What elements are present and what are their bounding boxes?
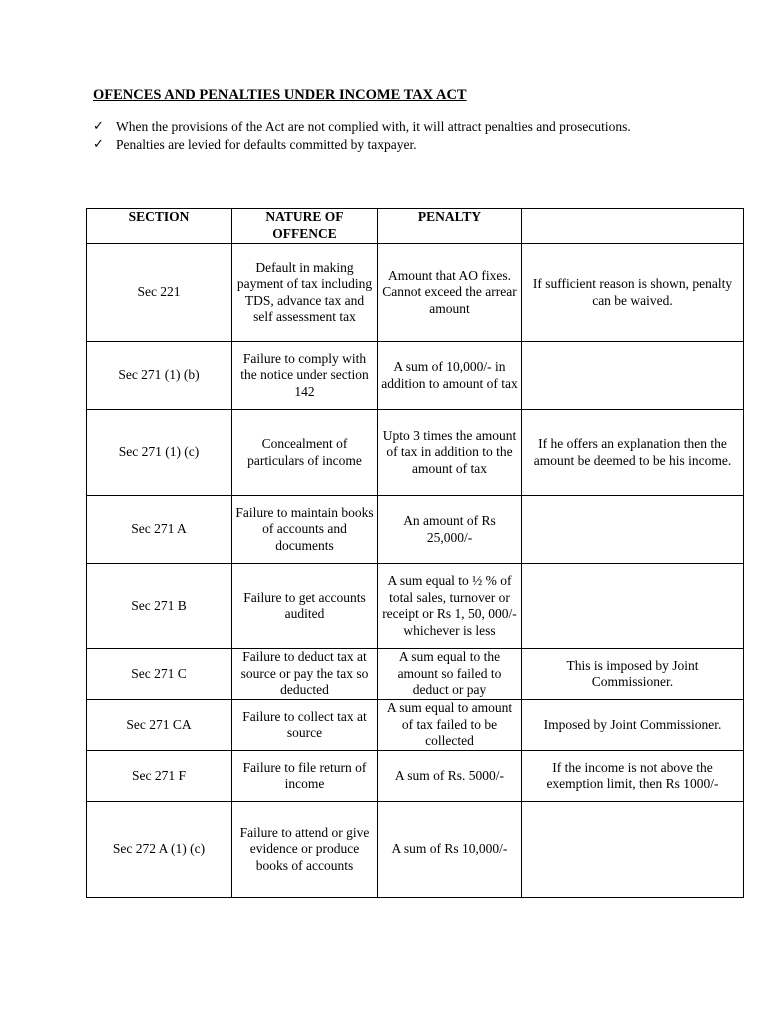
header-nature-of-offence: NATURE OF OFFENCE [232, 209, 378, 244]
penalty-table [86, 208, 744, 898]
cell-penalty: Upto 3 times the amount of tax in addition to the amount of tax [378, 410, 522, 496]
cell-remarks: If sufficient reason is shown, penalty can be waived. [522, 244, 744, 342]
cell-section: Sec 271 (1) (c) [87, 410, 232, 496]
table-row [87, 496, 744, 564]
table-row [87, 342, 744, 410]
cell-offence: Failure to attend or give evidence or produce books of accounts [232, 802, 378, 898]
cell-section: Sec 271 B [87, 564, 232, 649]
bullet-text: When the provisions of the Act are not complied with, it will attract penalties and prosecutions. [116, 119, 631, 134]
check-mark-icon: ✓ [93, 137, 104, 152]
cell-remarks [522, 802, 744, 898]
table-row [87, 564, 744, 649]
cell-remarks: If the income is not above the exemption limit, then Rs 1000/- [522, 751, 744, 802]
cell-offence: Failure to deduct tax at source or pay the tax so deducted [232, 649, 378, 700]
cell-section: Sec 271 (1) (b) [87, 342, 232, 410]
check-mark-icon: ✓ [93, 119, 104, 134]
cell-offence: Failure to file return of income [232, 751, 378, 802]
table-row [87, 700, 744, 751]
table-row [87, 751, 744, 802]
header-section: SECTION [87, 209, 232, 244]
table-row [87, 802, 744, 898]
table-row [87, 244, 744, 342]
header-remarks [522, 209, 744, 244]
cell-remarks: If he offers an explanation then the amount be deemed to be his income. [522, 410, 744, 496]
cell-penalty: A sum equal to ½ % of total sales, turnover or receipt or Rs 1, 50, 000/- whichever is less [378, 564, 522, 649]
cell-section: Sec 271 A [87, 496, 232, 564]
table-row [87, 649, 744, 700]
cell-section: Sec 221 [87, 244, 232, 342]
intro-bullet-list [93, 118, 675, 154]
cell-offence: Failure to maintain books of accounts and documents [232, 496, 378, 564]
cell-section: Sec 271 CA [87, 700, 232, 751]
cell-penalty: A sum equal to the amount so failed to deduct or pay [378, 649, 522, 700]
cell-remarks [522, 564, 744, 649]
cell-penalty: A sum of 10,000/- in addition to amount of tax [378, 342, 522, 410]
cell-penalty: A sum of Rs 10,000/- [378, 802, 522, 898]
cell-penalty: An amount of Rs 25,000/- [378, 496, 522, 564]
bullet-text: Penalties are levied for defaults committed by taxpayer. [116, 137, 417, 152]
table-header-row [87, 209, 744, 244]
cell-penalty: A sum equal to amount of tax failed to be collected [378, 700, 522, 751]
bullet-item [93, 118, 675, 136]
cell-offence: Default in making payment of tax including TDS, advance tax and self assessment tax [232, 244, 378, 342]
page-title: OFENCES AND PENALTIES UNDER INCOME TAX ACT [93, 87, 467, 103]
cell-section: Sec 272 A (1) (c) [87, 802, 232, 898]
cell-offence: Failure to get accounts audited [232, 564, 378, 649]
cell-section: Sec 271 F [87, 751, 232, 802]
cell-penalty: A sum of Rs. 5000/- [378, 751, 522, 802]
cell-section: Sec 271 C [87, 649, 232, 700]
cell-penalty: Amount that AO fixes. Cannot exceed the arrear amount [378, 244, 522, 342]
table-row [87, 410, 744, 496]
header-penalty: PENALTY [378, 209, 522, 244]
cell-remarks [522, 496, 744, 564]
bullet-item [93, 136, 675, 154]
cell-offence: Failure to comply with the notice under section 142 [232, 342, 378, 410]
cell-remarks: This is imposed by Joint Commissioner. [522, 649, 744, 700]
cell-remarks: Imposed by Joint Commissioner. [522, 700, 744, 751]
cell-offence: Concealment of particulars of income [232, 410, 378, 496]
cell-remarks [522, 342, 744, 410]
cell-offence: Failure to collect tax at source [232, 700, 378, 751]
